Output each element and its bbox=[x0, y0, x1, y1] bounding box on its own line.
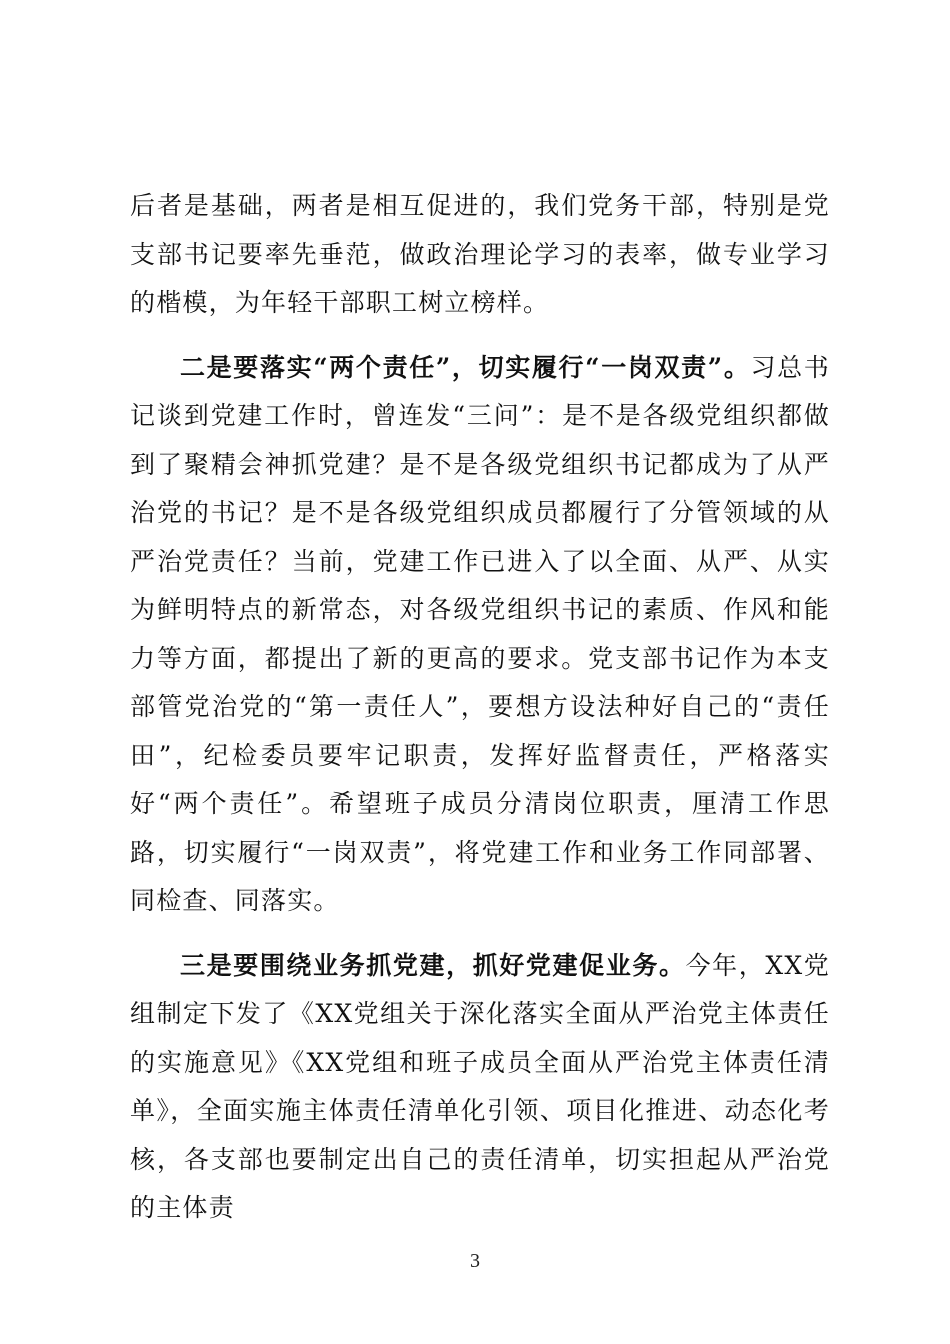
paragraph-3-text: 今年，XX党组制定下发了《XX党组关于深化落实全面从严治党主体责任的实施意见》《XX党组和班子成员全面从严治党主体责任清单》，全面实施主体责任清单化引领、项目化推进、动态化考核，各支部也要制定出自己的责任清单，切实担起从严治党的主体责 bbox=[130, 950, 830, 1222]
paragraph-3-heading: 三是要围绕业务抓党建，抓好党建促业务。 bbox=[180, 950, 686, 980]
paragraph-2-heading: 二是要落实“两个责任”，切实履行“一岗双责”。 bbox=[180, 352, 751, 382]
paragraph-3 bbox=[130, 942, 830, 1233]
page-number: 3 bbox=[470, 1250, 480, 1272]
paragraph-1 bbox=[130, 182, 830, 328]
paragraph-1-text: 后者是基础，两者是相互促进的，我们党务干部，特别是党支部书记要率先垂范，做政治理论学习的表率，做专业学习的楷模，为年轻干部职工树立榜样。 bbox=[130, 191, 830, 317]
paragraph-2 bbox=[130, 344, 830, 926]
body-text bbox=[130, 182, 830, 1249]
paragraph-2-text: 习总书记谈到党建工作时，曾连发“三问”：是不是各级党组织都做到了聚精会神抓党建？是不是各级党组织书记都成为了从严治党的书记？是不是各级党组织成员都履行了分管领域的从严治党责任？当前，党建工作已进入了以全面、从严、从实为鲜明特点的新常态，对各级党组织书记的素质、作风和能力等方面，都提出了新的更高的要求。党支部书记作为本支部管党治党的“第一责任人”，要想方设法种好自己的“责任田”，纪检委员要牢记职责，发挥好监督责任，严格落实好“两个责任”。希望班子成员分清岗位职责，厘清工作思路，切实履行“一岗双责”，将党建工作和业务工作同部署、同检查、同落实。 bbox=[130, 352, 831, 915]
